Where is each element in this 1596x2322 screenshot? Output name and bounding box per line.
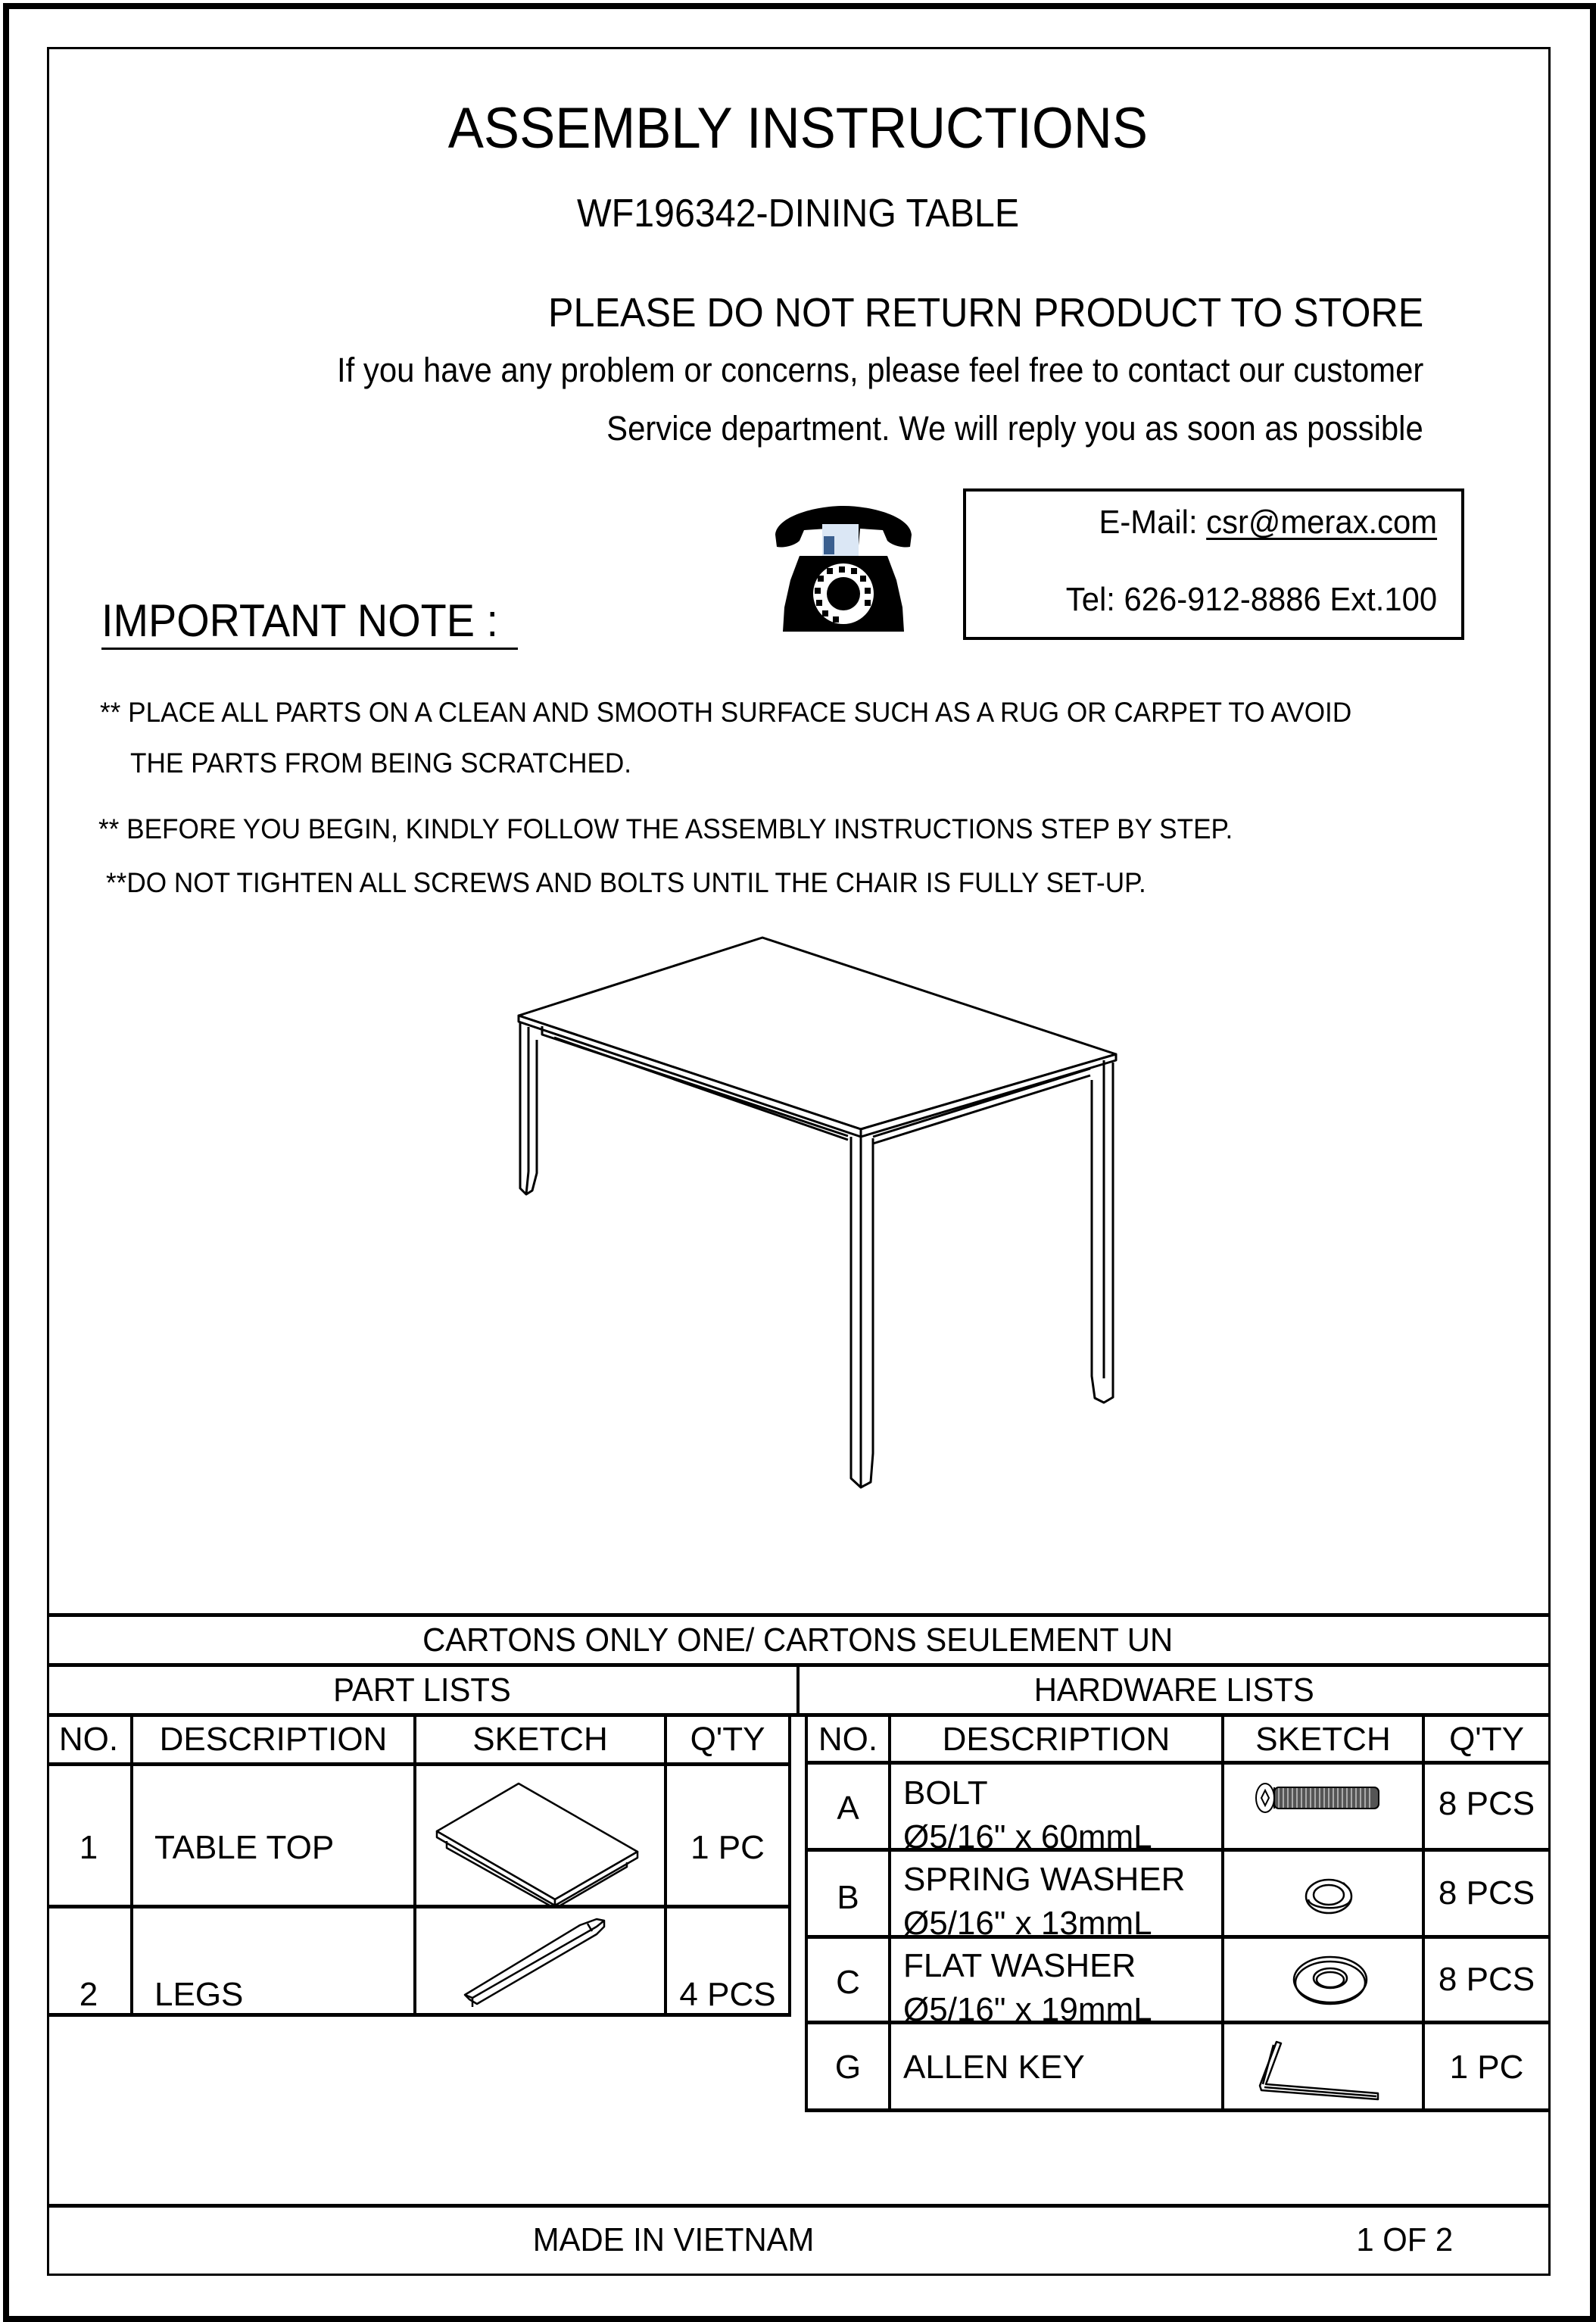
email-label: E-Mail: (1099, 504, 1198, 541)
parts-row-2-qty: 4 PCS (679, 1976, 776, 2013)
allen-key-sketch (1257, 2037, 1393, 2101)
hardware-lists-title (800, 1671, 1548, 1709)
part-lists-title-text: PART LISTS (332, 1671, 511, 1709)
product-name (0, 192, 1596, 236)
parts-row-1-no: 1 (79, 1829, 98, 1866)
hardware-lists-title-text: HARDWARE LISTS (1033, 1671, 1314, 1709)
leg-sketch (416, 1908, 664, 2013)
return-warning (482, 290, 1423, 336)
telephone-line (1046, 583, 1437, 616)
important-note-underline (101, 648, 518, 650)
hardware-header-sketch: SKETCH (1255, 1721, 1391, 1758)
made-in-label-text: MADE IN VIETNAM (533, 2221, 815, 2258)
hardware-header-no: NO. (818, 1721, 878, 1758)
page-number (1348, 2221, 1461, 2258)
parts-col-line (664, 1713, 667, 2016)
hardware-row-g-qty: 1 PC (1449, 2049, 1524, 2086)
parts-col-line (130, 1713, 133, 2016)
note-1-line-1 (100, 698, 1417, 726)
part-lists-title (47, 1671, 796, 1709)
note-1-line-2-text: THE PARTS FROM BEING SCRATCHED. (130, 747, 632, 779)
parts-header-sketch: SKETCH (472, 1721, 608, 1758)
hardware-table-bottom (805, 2108, 1548, 2112)
flat-washer-sketch (1292, 1954, 1369, 2007)
hardware-row-c-name: FLAT WASHER (903, 1947, 1136, 1984)
note-2-text: ** BEFORE YOU BEGIN, KINDLY FOLLOW THE ASSEMBLY INSTRUCTIONS STEP BY STEP. (98, 813, 1233, 844)
parts-row-2-description: LEGS (154, 1976, 244, 2013)
parts-row-2-no: 2 (79, 1976, 98, 2013)
hardware-row-g-name: ALLEN KEY (903, 2049, 1085, 2086)
product-name-text: WF196342-DINING TABLE (576, 192, 1020, 236)
made-in-label (515, 2221, 833, 2258)
parts-row-1-qty: 1 PC (690, 1829, 765, 1866)
support-message-line-2-text: Service department. We will reply you as soon as possible (606, 409, 1423, 448)
hardware-row-c-size: Ø5/16" x 19mmL (903, 1991, 1152, 2028)
note-3-text: **DO NOT TIGHTEN ALL SCREWS AND BOLTS UNTIL THE CHAIR IS FULLY SET-UP. (106, 867, 1146, 898)
important-note-heading (101, 595, 528, 646)
cartons-note-text: CARTONS ONLY ONE/ CARTONS SEULEMENT UN (422, 1621, 1174, 1659)
page-title-text: ASSEMBLY INSTRUCTIONS (447, 96, 1149, 161)
hardware-row-c-no: C (836, 1964, 860, 2001)
spring-washer-sketch (1302, 1874, 1358, 1918)
page-title (0, 96, 1596, 161)
hardware-row-a-name: BOLT (903, 1774, 988, 1812)
hardware-header-bottom (805, 1761, 1548, 1765)
parts-table-bottom (47, 2013, 791, 2017)
table-top-sketch (416, 1766, 664, 1905)
hardware-header-description: DESCRIPTION (942, 1721, 1171, 1758)
hardware-row-a-size: Ø5/16" x 60mmL (903, 1818, 1152, 1855)
hardware-col-line (888, 1713, 891, 2111)
support-message-line-1 (255, 353, 1423, 387)
hardware-row-a-qty: 8 PCS (1438, 1785, 1535, 1822)
hardware-row-b-name: SPRING WASHER (903, 1861, 1186, 1898)
lists-title-bottom-border (47, 1713, 1548, 1717)
cartons-note (47, 1621, 1548, 1659)
parts-header-qty: Q'TY (690, 1721, 765, 1758)
email-line (1081, 506, 1437, 539)
parts-row-1-description: TABLE TOP (154, 1829, 335, 1866)
support-message-line-1-text: If you have any problem or concerns, please feel free to contact our customer (336, 351, 1423, 389)
hardware-row-b-size: Ø5/16" x 13mmL (903, 1905, 1152, 1942)
parts-table-right-border (788, 1713, 791, 2016)
important-note-heading-text: IMPORTANT NOTE : (101, 595, 498, 646)
parts-header-no: NO. (58, 1721, 119, 1758)
footer-top-border (47, 2204, 1548, 2208)
telephone-number: Tel: 626-912-8886 Ext.100 (1065, 581, 1437, 618)
note-1-line-1-text: ** PLACE ALL PARTS ON A CLEAN AND SMOOTH SURFACE SUCH AS A RUG OR CARPET TO AVOID (100, 697, 1352, 728)
page-number-text: 1 OF 2 (1356, 2221, 1453, 2258)
hardware-row-b-qty: 8 PCS (1438, 1874, 1535, 1912)
note-2 (98, 815, 1292, 843)
hardware-col-line (1221, 1713, 1224, 2111)
hardware-row-a-no: A (837, 1790, 859, 1827)
hardware-header-qty: Q'TY (1449, 1721, 1524, 1758)
email-link[interactable]: csr@merax.com (1206, 504, 1437, 541)
cartons-row-top-border (47, 1613, 1548, 1617)
hardware-row-g-no: G (834, 2049, 862, 2086)
bolt-sketch (1253, 1781, 1386, 1815)
telephone-icon (769, 501, 918, 635)
hardware-row-b-no: B (837, 1879, 859, 1916)
parts-header-description: DESCRIPTION (159, 1721, 388, 1758)
hardware-row-c-qty: 8 PCS (1438, 1961, 1535, 1998)
dining-table-illustration (492, 924, 1136, 1590)
note-1-line-2 (130, 749, 658, 777)
support-message-line-2 (545, 409, 1423, 448)
note-3 (106, 869, 1201, 897)
return-warning-text: PLEASE DO NOT RETURN PRODUCT TO STORE (547, 290, 1423, 336)
